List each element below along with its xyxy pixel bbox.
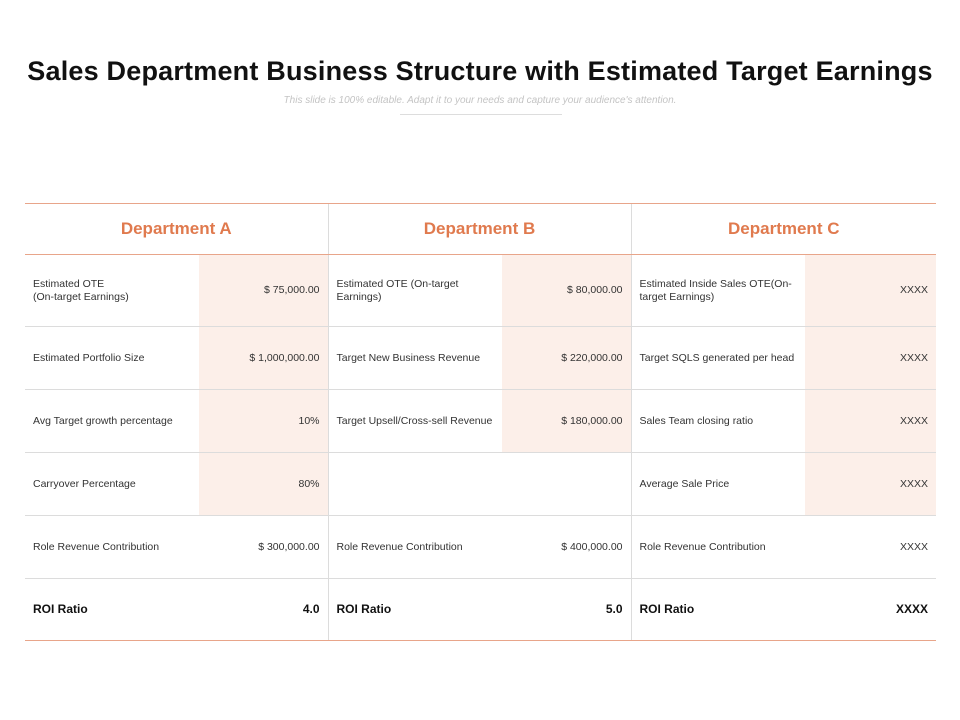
- table-row: [25, 327, 936, 390]
- department-a-metric-label: Carryover Percentage: [25, 453, 199, 516]
- department-c-metric-value: XXXX: [805, 390, 936, 453]
- department-b-roi-label: ROI Ratio: [328, 579, 502, 641]
- department-a-metric-label: Estimated Portfolio Size: [25, 327, 199, 390]
- department-b-empty-label: [328, 453, 502, 516]
- department-c-metric-value: XXXX: [805, 327, 936, 390]
- department-b-metric-label: Estimated OTE (On-target Earnings): [328, 255, 502, 327]
- department-c-metric-value: XXXX: [805, 255, 936, 327]
- department-c-metric-label: Estimated Inside Sales OTE(On-target Earnings): [631, 255, 805, 327]
- department-b-metric-label: Target Upsell/Cross-sell Revenue: [328, 390, 502, 453]
- department-c-metric-label: Sales Team closing ratio: [631, 390, 805, 453]
- department-c-metric-value: XXXX: [805, 453, 936, 516]
- department-a-metric-value: $ 300,000.00: [199, 516, 328, 579]
- department-a-metric-label: Role Revenue Contribution: [25, 516, 199, 579]
- department-c-roi-label: ROI Ratio: [631, 579, 805, 641]
- page-subtitle: This slide is 100% editable. Adapt it to your needs and capture your audience's attention.: [283, 95, 677, 106]
- department-b-empty-value: [502, 453, 631, 516]
- department-c-metric-label: Role Revenue Contribution: [631, 516, 805, 579]
- department-c-metric-label: Average Sale Price: [631, 453, 805, 516]
- ote-label-line2: (On-target Earnings): [33, 290, 129, 303]
- ote-label-line1: Estimated OTE: [33, 277, 105, 290]
- table-row: [25, 255, 936, 327]
- title-divider: [400, 114, 562, 115]
- department-c-roi-value: XXXX: [805, 579, 936, 641]
- department-a-roi-label: ROI Ratio: [25, 579, 199, 641]
- department-c-metric-value: XXXX: [805, 516, 936, 579]
- department-a-metric-value: $ 75,000.00: [199, 255, 328, 327]
- department-c-metric-label: Target SQLS generated per head: [631, 327, 805, 390]
- department-a-metric-label: Avg Target growth percentage: [25, 390, 199, 453]
- department-a-metric-value: 80%: [199, 453, 328, 516]
- table-header-row: [25, 204, 936, 255]
- department-b-metric-value: $ 180,000.00: [502, 390, 631, 453]
- department-b-metric-label: Role Revenue Contribution: [328, 516, 502, 579]
- department-b-metric-label: Target New Business Revenue: [328, 327, 502, 390]
- table-row: [25, 516, 936, 579]
- department-b-metric-value: $ 400,000.00: [502, 516, 631, 579]
- department-a-metric-label: [25, 255, 199, 327]
- page-title: Sales Department Business Structure with Estimated Target Earnings: [27, 56, 933, 86]
- table-row: [25, 390, 936, 453]
- department-a-header: Department A: [25, 204, 328, 255]
- department-c-header: Department C: [631, 204, 936, 255]
- department-a-roi-value: 4.0: [199, 579, 328, 641]
- department-b-roi-value: 5.0: [502, 579, 631, 641]
- department-b-metric-value: $ 80,000.00: [502, 255, 631, 327]
- table-row: [25, 453, 936, 516]
- department-b-metric-value: $ 220,000.00: [502, 327, 631, 390]
- department-a-metric-value: $ 1,000,000.00: [199, 327, 328, 390]
- department-a-metric-value: 10%: [199, 390, 328, 453]
- roi-row: [25, 579, 936, 641]
- department-b-header: Department B: [328, 204, 631, 255]
- department-table: [25, 203, 936, 641]
